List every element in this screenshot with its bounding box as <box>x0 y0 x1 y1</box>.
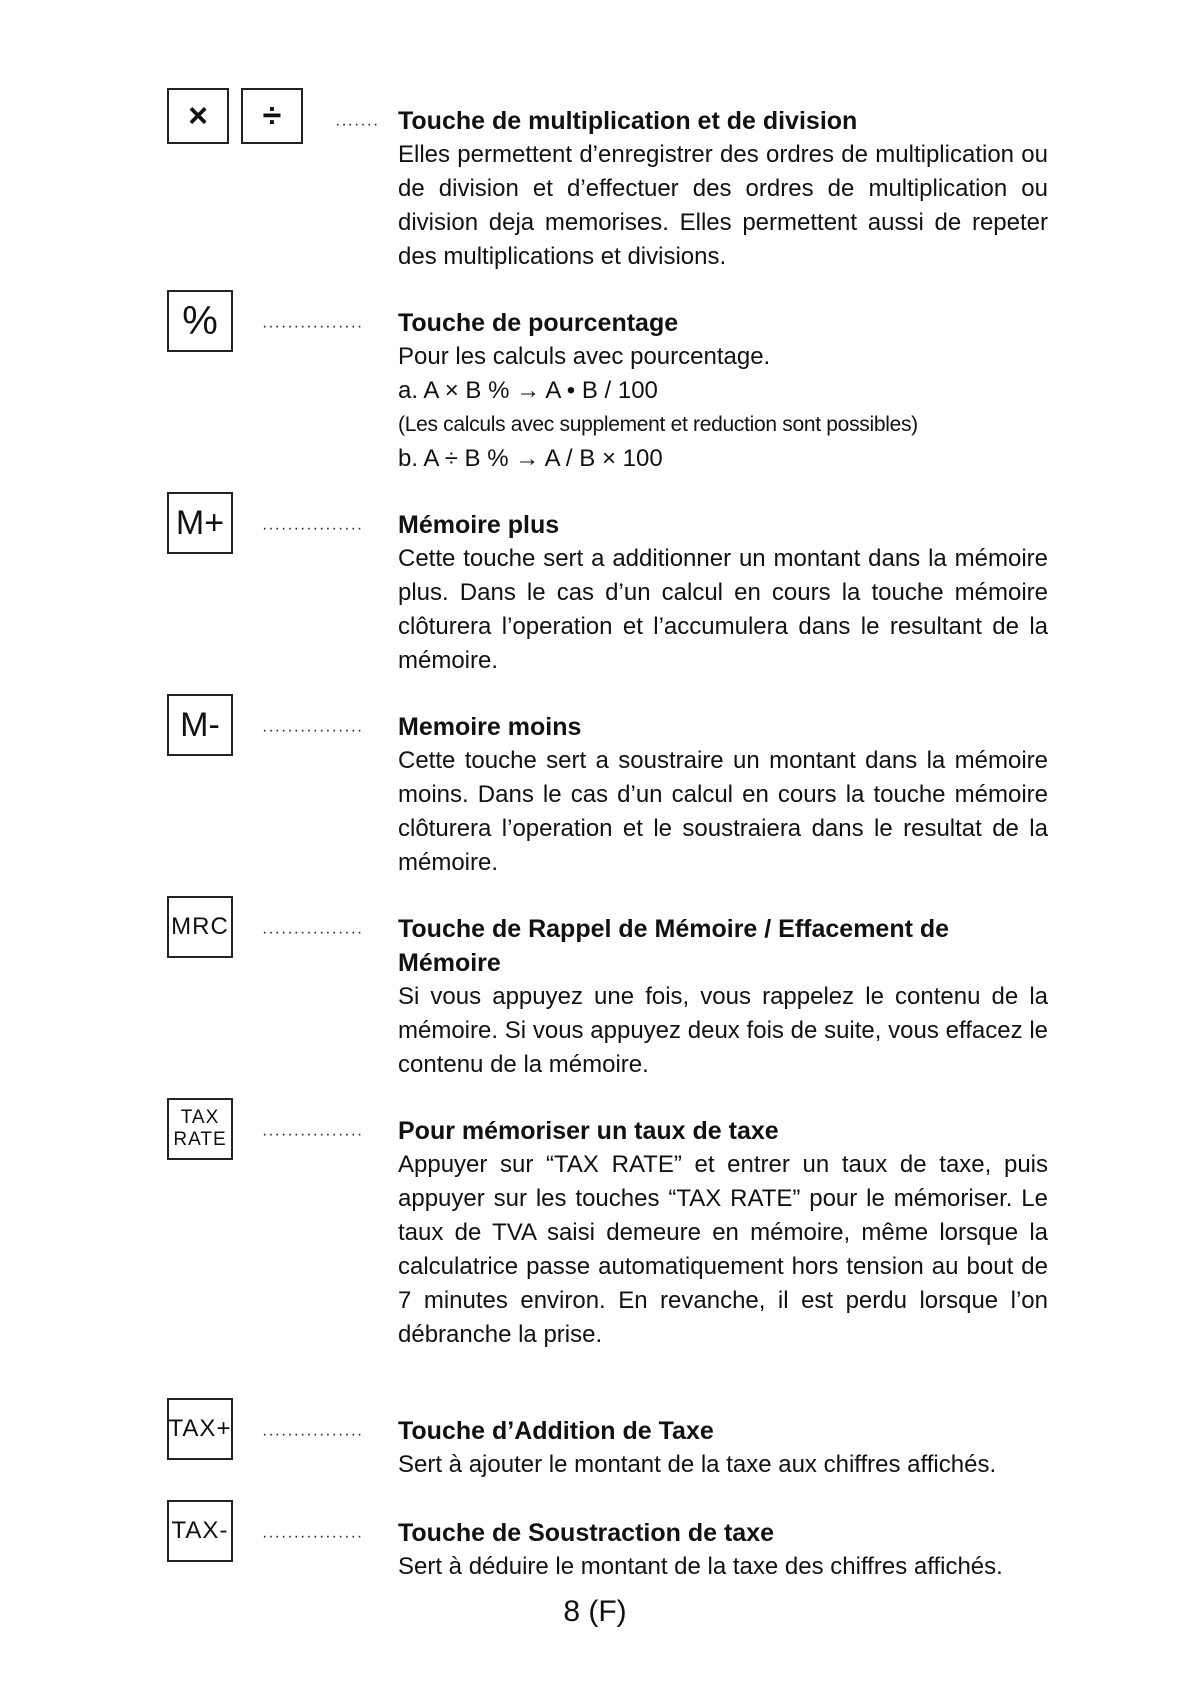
section-body: Cette touche sert a soustraire un montant dans la mémoire moins. Dans le cas d’un calcul en cours la touche mémoire clôturera l’operation et le soustraiera dans le resultat de la mémoire. <box>398 747 1048 876</box>
section-heading: Touche d’Addition de Taxe <box>398 1417 714 1445</box>
section-heading: Touche de multiplication et de division <box>398 107 858 135</box>
dotted-leader: ······· <box>335 116 380 133</box>
key-group <box>167 896 233 958</box>
note-line: (Les calculs avec supplement et reduction sont possibles) <box>398 413 918 436</box>
memory-recall-key-icon: MRC <box>167 896 233 958</box>
memory-plus-key-icon: M+ <box>167 492 233 554</box>
section-heading: Memoire moins <box>398 713 582 741</box>
section-body: Appuyer sur “TAX RATE” et entrer un taux de taxe, puis appuyer sur les touches “TAX RATE” pour le mémoriser. Le taux de TVA saisi demeure en mémoire, même lorsque la calculatrice passe automatiquement hors tension au bout de 7 minutes environ. En revanche, il est perdu lorsque l’on débranche la prise. <box>398 1151 1048 1348</box>
section-heading: Pour mémoriser un taux de taxe <box>398 1117 779 1145</box>
memory-minus-key-icon: M- <box>167 694 233 756</box>
key-group <box>167 88 303 144</box>
tax-rate-key-icon <box>167 1098 233 1160</box>
section-body: Si vous appuyez une fois, vous rappelez le contenu de la mémoire. Si vous appuyez deux fois de suite, vous effacez le contenu de la mémoire. <box>398 983 1048 1078</box>
multiply-key-icon: × <box>167 88 229 144</box>
formula-b: b. A ÷ B % → A / B × 100 <box>398 445 663 472</box>
formula-a: a. A × B % → A • B / 100 <box>398 377 658 404</box>
section-heading: Touche de pourcentage <box>398 309 679 337</box>
section-body: Sert à déduire le montant de la taxe des chiffres affichés. <box>398 1553 1003 1580</box>
key-group <box>167 1098 233 1160</box>
key-group <box>167 492 233 554</box>
section-heading: Touche de Rappel de Mémoire / Effacement de Mémoire <box>398 915 950 977</box>
tax-plus-key-icon: TAX+ <box>167 1398 233 1460</box>
tax-rate-key-top: TAX <box>180 1107 220 1128</box>
dotted-leader: ················ <box>262 1126 364 1143</box>
key-group <box>167 1398 233 1460</box>
section-heading: Mémoire plus <box>398 511 560 539</box>
text-line: Pour les calculs avec pourcentage. <box>398 343 771 370</box>
dotted-leader: ················ <box>262 318 364 335</box>
dotted-leader: ················ <box>262 1426 364 1443</box>
dotted-leader: ················ <box>262 520 364 537</box>
page-number: 8 (F) <box>563 1595 627 1628</box>
dotted-leader: ················ <box>262 722 364 739</box>
section-heading: Touche de Soustraction de taxe <box>398 1519 775 1547</box>
key-group <box>167 290 233 352</box>
key-group <box>167 1500 233 1562</box>
section-body: Sert à ajouter le montant de la taxe aux chiffres affichés. <box>398 1451 997 1478</box>
key-group <box>167 694 233 756</box>
section-body: Elles permettent d’enregistrer des ordres de multiplication ou de division et d’effectuer des ordres de multiplication ou division deja memorises. Elles permettent aussi de repeter des multiplications et divisions. <box>398 141 1048 270</box>
tax-rate-key-bottom: RATE <box>173 1129 227 1150</box>
dotted-leader: ················ <box>262 924 364 941</box>
dotted-leader: ················ <box>262 1528 364 1545</box>
divide-key-icon: ÷ <box>241 88 303 144</box>
tax-minus-key-icon: TAX- <box>167 1500 233 1562</box>
percent-key-icon: % <box>167 290 233 352</box>
section-body: Cette touche sert a additionner un montant dans la mémoire plus. Dans le cas d’un calcul en cours la touche mémoire clôturera l’operation et l’accumulera dans le resultant de la mémoire. <box>398 545 1048 674</box>
